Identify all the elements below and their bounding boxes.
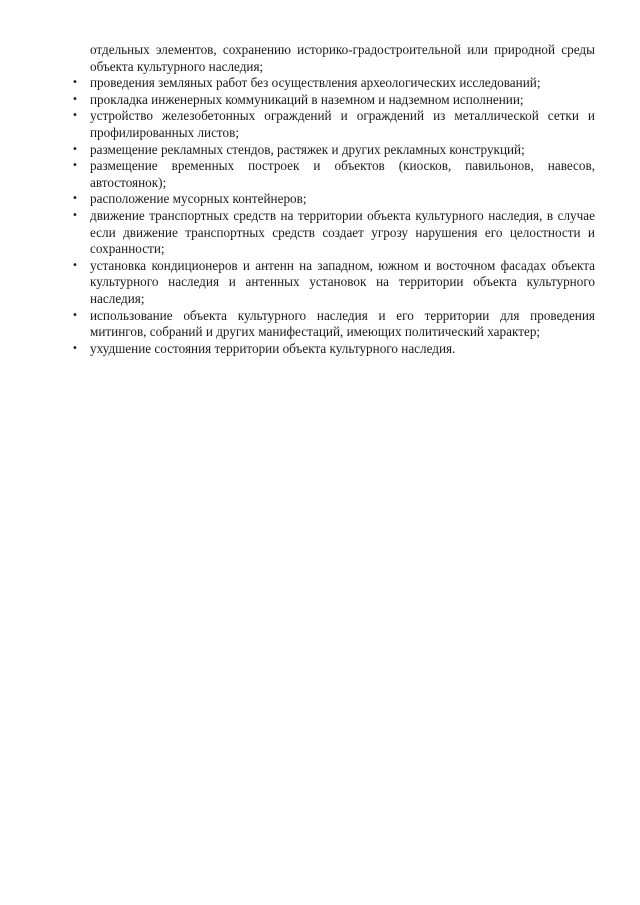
document-body — [72, 42, 595, 357]
list-item-text: движение транспортных средств на территории объекта культурного наследия, в случае если движение транспортных средств создает угрозу нарушения его целостности и сохранности; — [90, 207, 595, 257]
list-item-text: установка кондиционеров и антенн на западном, южном и восточном фасадах объекта культурного наследия и антенных установок на территории объекта культурного наследия; — [90, 257, 595, 306]
continuation-paragraph: отдельных элементов, сохранению историко-градостроительной или природной среды объекта культурного наследия; — [90, 42, 595, 74]
list-item-text: размещение рекламных стендов, растяжек и других рекламных конструкций; — [90, 141, 525, 157]
list-item — [72, 307, 595, 341]
list-item — [72, 191, 595, 208]
bullet-icon: • — [72, 209, 78, 221]
bullet-icon: • — [72, 110, 78, 122]
list-item — [72, 141, 595, 159]
list-item — [72, 257, 595, 308]
bullet-icon: • — [72, 77, 78, 89]
list-item-text: расположение мусорных контейнеров; — [90, 191, 307, 207]
list-item — [72, 340, 595, 358]
bullet-icon: • — [72, 143, 78, 155]
bullet-icon: • — [72, 193, 78, 205]
list-item — [72, 158, 595, 191]
bullet-icon: • — [72, 160, 78, 172]
list-item — [72, 207, 595, 258]
bullet-icon: • — [72, 93, 78, 105]
list-item-text: размещение временных построек и объектов (киосков, павильонов, навесов, автостоянок); — [90, 158, 595, 190]
list-item-text: ухудшение состояния территории объекта культурного наследия. — [90, 340, 456, 356]
list-item-text: использование объекта культурного наследия и его территории для проведения митингов, собраний и других манифестаций, имеющих политический характер; — [90, 307, 595, 340]
list-item — [72, 75, 595, 92]
bullet-icon: • — [72, 342, 78, 354]
list-item-text: устройство железобетонных ограждений и ограждений из металлической сетки и профилированных листов; — [90, 108, 595, 140]
bullet-icon: • — [72, 309, 78, 321]
list-item-text: проведения земляных работ без осуществления археологических исследований; — [90, 75, 541, 91]
restrictions-list — [72, 75, 595, 357]
list-item — [72, 108, 595, 141]
bullet-icon: • — [72, 259, 78, 271]
list-item-text: прокладка инженерных коммуникаций в наземном и надземном исполнении; — [90, 91, 524, 107]
list-item — [72, 91, 595, 109]
